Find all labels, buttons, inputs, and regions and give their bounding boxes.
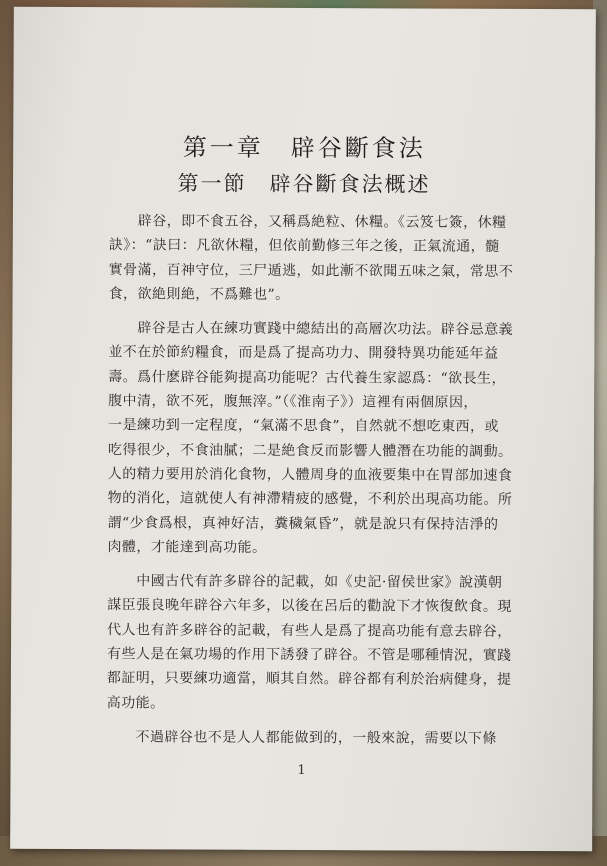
paragraph <box>109 209 524 308</box>
text-line: 實骨滿，百神守位，三尸遁逃，如此漸不欲聞五味之氣，常思不 <box>108 261 514 280</box>
section-title: 第一節 辟谷斷食法概述 <box>177 171 431 197</box>
text-line: 高功能。 <box>106 694 165 712</box>
chapter-title: 第一章 辟谷斷食法 <box>182 133 426 163</box>
text-line: 壽。爲什麽辟谷能夠提高功能呢？古代養生家認爲：“欲長生， <box>108 368 507 387</box>
text-line: 代人也有許多辟谷的記載，有些人是爲了提高功能有意去辟谷， <box>107 621 512 640</box>
text-line: 有些人是在氣功場的作用下誘發了辟谷。不管是哪種情況，實踐 <box>106 646 512 664</box>
paragraph <box>107 316 523 561</box>
text-line: 謂“少食爲根，真神好洁，糞穢氣昏”，就是說只有保持洁淨的 <box>107 514 499 533</box>
text-line: 人的精力要用於消化食物，人體周身的血液要集中在胃部加速食 <box>107 466 513 484</box>
text-line: 不過辟谷也不是人人都能做到的，一般來說，需要以下條 <box>106 729 497 747</box>
text-line: 食，欲絶則絶，不爲難也”。 <box>108 286 290 303</box>
paragraph <box>107 725 522 751</box>
text-line: 物的消化，這就使人有神滯精疲的感覺，不利於出現高功能。所 <box>107 490 513 509</box>
text-line: 謀臣張良晚年辟谷六年多，以後在呂后的勸說下才恢復飲食。現 <box>107 597 512 616</box>
text-line: 腹中清，欲不死，腹無滓。”（《淮南子》）這裡有兩個原因， <box>108 393 478 411</box>
book-page <box>10 7 596 852</box>
page-number: 1 <box>297 762 306 779</box>
text-line: 一是練功到一定程度，“氣滿不思食”，自然就不想吃東西，或 <box>107 417 499 436</box>
text-line: 都証明，只要練功適當，順其自然。辟谷都有利於治病健身，提 <box>106 670 512 689</box>
text-line: 吃得很少，不食油膩；二是絶食反而影響人體潛在功能的調動。 <box>107 441 513 460</box>
text-line: 中國古代有許多辟谷的記載，如《史記·留侯世家》說漢朝 <box>107 573 503 592</box>
body-text <box>107 209 524 751</box>
text-line: 辟谷，即不食五谷，又稱爲絶粒、休糧。《云笈七簽，休糧 <box>108 213 507 231</box>
text-line: 並不在於節約糧食，而是爲了提高功力、開發特異功能延年益 <box>108 344 499 363</box>
text-line: 訣》：“訣曰：凡欲休糧，但依前勤修三年之後，正氣流通，髓 <box>108 237 500 256</box>
text-line: 辟谷是古人在練功實踐中總結出的高層次功法。辟谷忌意義 <box>108 320 514 339</box>
paragraph <box>107 569 523 717</box>
text-line: 肉體，才能達到高功能。 <box>107 539 267 556</box>
